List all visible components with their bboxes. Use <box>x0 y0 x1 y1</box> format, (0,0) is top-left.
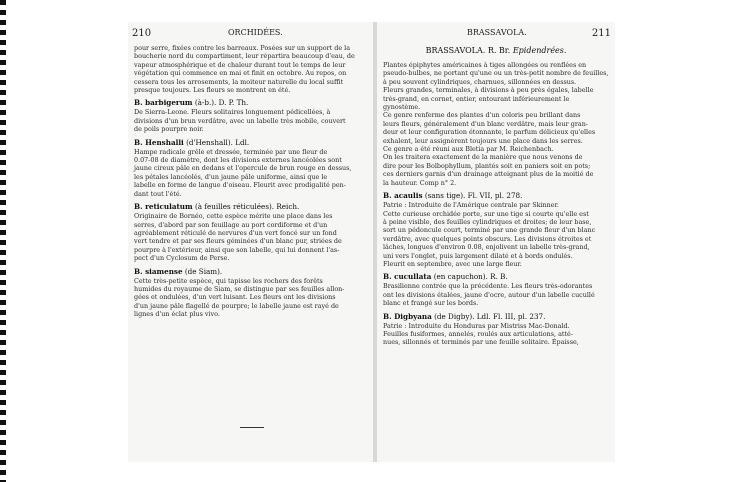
species-author: (de Digby). Ldl. Fl. III, pl. 237. <box>434 311 546 321</box>
species-author: (à feuilles réticulées). Reich. <box>194 202 300 212</box>
species-description <box>383 282 609 307</box>
text-line: à peu souvent cylindriques, charnues, sillonnées en dessus. <box>383 77 577 86</box>
text-line: vapeur atmosphérique et de chaleur durant tout le temps de leur <box>134 60 346 69</box>
intro-paragraph <box>134 44 367 94</box>
text-line: vert tendre et par ses fleurs géminées d'un blanc pur, striées de <box>134 237 342 246</box>
species-description <box>134 212 367 262</box>
text-line: Fleurit en septembre, avec une large fleur. <box>383 259 522 268</box>
text-line: dant tout l'été. <box>134 189 182 198</box>
right-running-head: BRASSAVOLA. <box>467 28 527 37</box>
species-description <box>134 108 367 133</box>
text-line: Plantes épiphytes américaines à tiges allongées ou renflées en <box>383 61 587 69</box>
right-page <box>377 22 615 462</box>
text-line: Originaire de Bornéo, cette espèce mérite une place dans les <box>134 212 333 221</box>
species-name: B. acaulis <box>383 191 423 201</box>
text-line: Fleurs grandes, terminales, à divisions à peu près égales, labelle <box>383 86 594 95</box>
species-author: (à-b.). D. P. Th. <box>194 98 249 108</box>
text-line: dire pour les Bolbophyllum, plantés soit en paniers soit en pots; <box>383 161 591 170</box>
text-line: deur et leur configuration étonnante, le parfum délicieux qu'elles <box>383 128 596 137</box>
right-page-number: 211 <box>591 28 611 39</box>
left-page-body <box>134 44 367 322</box>
text-line: sort un pédoncule court, terminé par une grande fleur d'un blanc <box>383 226 596 235</box>
text-line: lâches, longues d'environ 0.08, enjolivent un labelle très-grand, <box>383 243 590 252</box>
text-line: pour serre, fixées contre les barreaux. Posées sur un support de la <box>134 44 351 52</box>
text-line: la hauteur. Comp n° 2. <box>383 178 457 187</box>
species-description <box>134 277 367 319</box>
text-line: On les traitera exactement de la manière que nous venons de <box>383 153 583 162</box>
text-line: Patrie : Introduite de l'Amérique centrale par Skinner. <box>383 201 559 210</box>
text-line: verdâtre, avec quelques points obscurs. Les divisions étroites et <box>383 234 592 243</box>
text-line: lignes d'un éclat plus vivo. <box>134 310 220 319</box>
text-line: divisions d'un brun verdâtre, avec un labelle très mobile, couvert <box>134 116 346 125</box>
genus-heading <box>383 46 609 55</box>
species-heading <box>134 138 367 147</box>
species-author: (d'Henshall). Ldl. <box>186 137 250 147</box>
right-page-body <box>383 44 609 350</box>
text-line: uni vers l'onglet, puis largement dilaté et à bords ondulés. <box>383 251 573 260</box>
species-author: (sans tige). Fl. VII, pl. 278. <box>424 191 523 201</box>
species-heading <box>383 272 609 281</box>
text-line: de poils pourpre noir. <box>134 125 204 134</box>
text-line: à peine visible, des feuilles cylindriques et droites; de leur base, <box>383 217 592 226</box>
text-line: très-grand, en cornet, entier, entourant inférieurement le <box>383 94 570 103</box>
species-heading <box>134 202 367 211</box>
species-name: B. cucullata <box>383 272 432 282</box>
species-name: B. barbigerum <box>134 98 193 108</box>
text-line: labelle en forme de langue d'oiseau. Fleurit avec prodigalité pen- <box>134 181 346 190</box>
species-name: B. reticulatum <box>134 202 193 212</box>
text-line: Ce genre a été réuni aux Bletia par M. Reichenbach. <box>383 145 554 154</box>
text-line: végétation qui commence en mai et finit en octobre. Au repos, on <box>134 69 347 78</box>
genus-tribe: Epidendrées. <box>512 46 567 55</box>
left-page-number: 210 <box>132 28 152 39</box>
text-line: pseudo-bulbes, ne portant qu'une ou un très-petit nombre de feuilles, <box>383 69 609 78</box>
text-line: De Sierra-Leone. Fleurs solitaires longuement pédicellées, à <box>134 108 331 117</box>
left-running-head: ORCHIDÉES. <box>228 28 283 37</box>
text-line: gynostème. <box>383 103 421 112</box>
text-line: Brasilienne contrée que la précédente. Les fleurs très-odorantes <box>383 282 593 291</box>
text-line: blanc et frangé sur les bords. <box>383 299 479 308</box>
text-line: Cette très-petite espèce, qui tapisse les rochers des forêts <box>134 276 323 285</box>
species-author: (en capuchon). R. B. <box>433 272 508 282</box>
text-line: ont les divisions étalées, jaune d'ocre, autour d'un labelle cucullé <box>383 290 595 299</box>
species-heading <box>134 267 367 276</box>
text-line: ces derniers garnis d'un drainage atteignant plus de la moitié de <box>383 170 594 179</box>
intro-paragraph <box>383 61 609 187</box>
text-line: agréablement réticulé de nervures d'un vert foncé sur un fond <box>134 228 337 237</box>
text-line: humides du royaume de Siam, se distingue par ses feuilles allon- <box>134 284 345 293</box>
text-line: Ce genre renferme des plantes d'un coloris peu brillant dans <box>383 111 581 120</box>
text-line: d'un jaune pâle flagellé de pourpre; le labelle jaune est rayé de <box>134 301 339 310</box>
species-name: B. siamense <box>134 266 183 276</box>
scan-edge-strip <box>0 0 6 482</box>
genus-title: BRASSAVOLA. R. Br. <box>425 46 511 55</box>
text-line: presque toujours. Les fleurs se montrent en été. <box>134 86 291 95</box>
text-line: Hampe radicale grêle et dressée, terminée par une fleur de <box>134 147 328 156</box>
species-heading <box>383 191 609 200</box>
species-author: (de Siam). <box>184 266 223 276</box>
text-line: Patrie : Introduite du Honduras par Mistriss Mac-Donald. <box>383 321 570 330</box>
text-line: leurs fleurs, généralement d'un blanc verdâtre, mais leur gran- <box>383 119 588 128</box>
end-rule <box>240 427 264 428</box>
text-line: boucherie nord du compartiment, leur répartira beaucoup d'eau, de <box>134 52 355 61</box>
species-name: B. Digbyana <box>383 311 432 321</box>
left-page <box>128 22 373 462</box>
text-line: jaune cireux pâle en dedans et l'opercule de brun rouge en dessus, <box>134 164 352 173</box>
text-line: serres, d'abord par son feuillage au port cordiforme et d'un <box>134 220 328 229</box>
text-line: Cette curieuse orchidée porte, sur une tige si courte qu'elle est <box>383 209 589 218</box>
species-heading <box>134 98 367 107</box>
text-line: pourpre à l'extérieur, ainsi que son labelle, qui lui donnent l'as- <box>134 245 340 254</box>
species-description <box>383 201 609 268</box>
species-description <box>134 148 367 198</box>
text-line: les pétales lancéolés, d'un jaune pâle uniforme, ainsi que le <box>134 172 328 181</box>
text-line: cessera tous les arrosements, la moiteur naturelle du local suffit <box>134 77 344 86</box>
text-line: exhalent, leur assignèrent toujours une place dans les serres. <box>383 136 583 145</box>
species-name: B. Henshalli <box>134 137 184 147</box>
text-line: nues, sillonnés et terminés par une feuille solitaire. Épaisse, <box>383 338 579 347</box>
text-line: Feuilles fusiformes, annelés, roulés aux articulations, atté- <box>383 329 574 338</box>
species-heading <box>383 312 609 321</box>
species-description <box>383 322 609 347</box>
text-line: gées et ondulées, d'un vert luisant. Les fleurs ont les divisions <box>134 293 336 302</box>
text-line: pect d'un Cyclosum de Perse. <box>134 254 230 263</box>
text-line: 0.07-08 de diamètre, dont les divisions externes lancéolées sont <box>134 156 342 165</box>
